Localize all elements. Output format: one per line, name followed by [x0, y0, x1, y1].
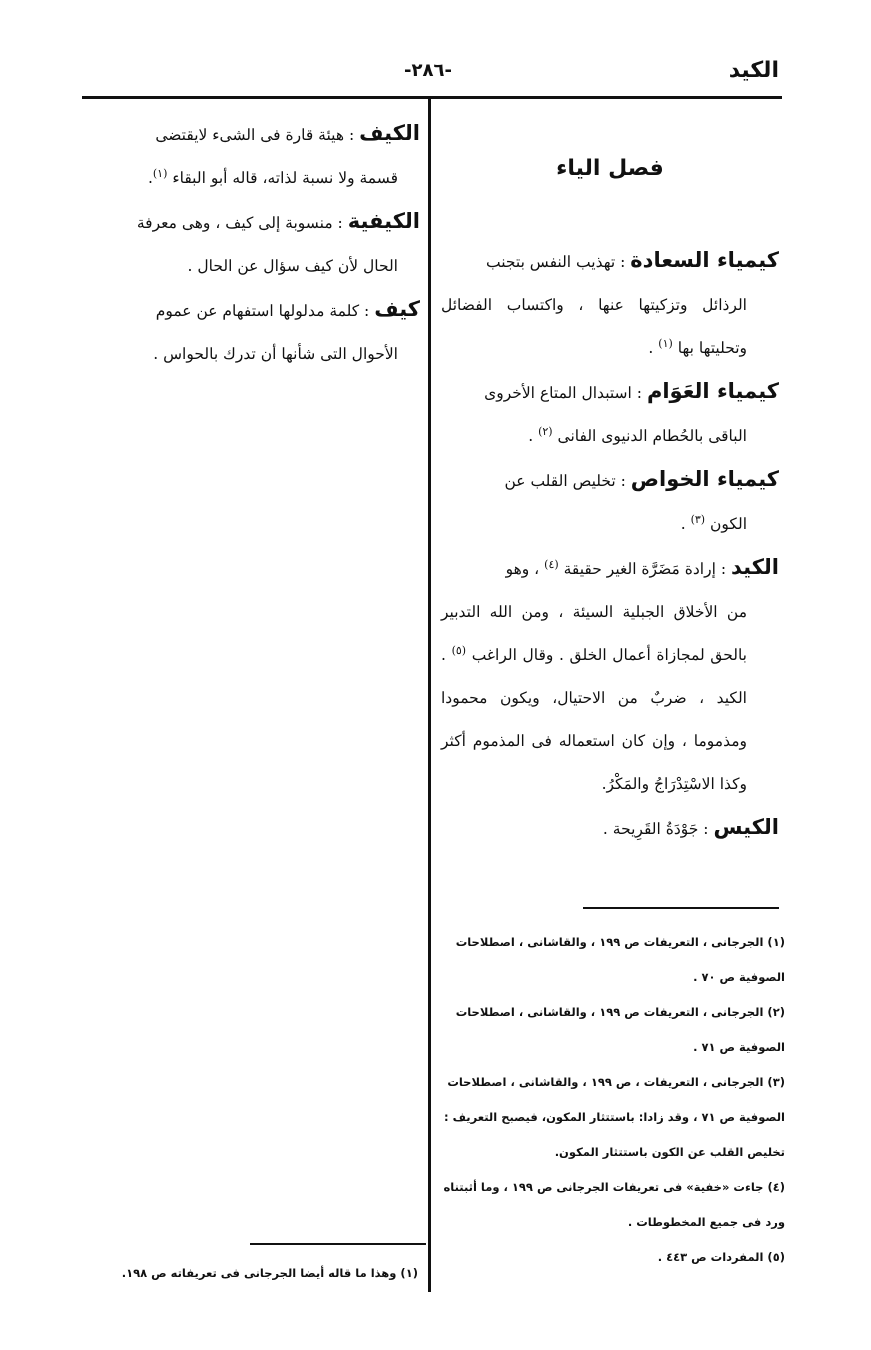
entry-definition: : كلمة مدلولها استفهام عن عموم	[155, 302, 370, 320]
footnote: (٥) المفردات ص ٤٤٣ .	[657, 1250, 785, 1264]
entry-al-kays	[441, 806, 779, 851]
entry-term: الكيس	[713, 815, 779, 839]
entry-definition: : جَوْدَةُ القَرِيحة .	[602, 820, 709, 838]
entry-kimiya-al-awam	[441, 370, 779, 458]
entry-term: كيف	[374, 297, 420, 321]
entry-kimiya-al-khawas	[441, 458, 779, 546]
footnote-rule	[250, 1243, 426, 1245]
entry-definition-rest: . الكيد ، ضربٌ من الاحتيال، ويكون محمودا ومذموما ، وإن كان استعماله فى المذموم أكثر وكذا الاسْتِدْرَاجُ والمَكْرُ.	[441, 646, 747, 793]
entry-continuation: الأحوال التى شأنها أن تدرك بالحواس .	[153, 345, 398, 363]
header-rule	[82, 96, 782, 99]
entry-continuation	[441, 503, 779, 546]
entry-continuation: الحال لأن كيف سؤال عن الحال .	[187, 257, 398, 275]
page-number: -٢٨٦-	[404, 60, 452, 81]
entry-al-kayfiyya	[80, 200, 420, 288]
footnote-ref: (١)	[152, 166, 168, 180]
entry-continuation	[441, 591, 779, 806]
footnote: (٢) الجرجانى ، التعريفات ص ١٩٩ ، والقاشانى ، اصطلاحات الصوفية ص ٧١ .	[455, 1005, 785, 1054]
entry-term: الكيد	[731, 555, 779, 579]
footnote-ref: (١)	[658, 336, 673, 350]
entry-definition-rest: من الأخلاق الجبلية السيئة ، ومن الله التدبير بالحق لمجازاة أعمال الخلق . وقال الراغب	[441, 603, 747, 664]
entry-end: .	[648, 339, 654, 357]
footnote: (١) وهذا ما قاله أيضا الجرجانى فى تعريفاته ص ١٩٨.	[121, 1266, 418, 1280]
footnote: (٤) جاءت «خفية» فى تعريفات الجرجانى ص ١٩٩ ، وما أثبتناه ورد فى جميع المخطوطات .	[443, 1180, 785, 1229]
footnote-rule	[583, 907, 779, 909]
entry-definition: : هيئة قارة فى الشىء لايقتضى	[155, 126, 355, 144]
entry-definition: : تهذيب النفس بتجنب	[485, 253, 626, 271]
entry-term: كيمياء السعادة	[630, 248, 779, 272]
entry-definition: ، وهو	[505, 560, 540, 578]
entry-al-kayf	[80, 112, 420, 200]
entry-definition-rest: قسمة ولا نسبة لذاته، قاله أبو البقاء	[172, 169, 398, 187]
section-title: فصل الياء	[556, 156, 664, 181]
entry-term: الكيفية	[347, 209, 420, 233]
footnote: (١) الجرجانى ، التعريفات ص ١٩٩ ، والقاشانى ، اصطلاحات الصوفية ص ٧٠ .	[455, 935, 785, 984]
entry-end: .	[528, 427, 534, 445]
running-head: الكيد	[728, 58, 779, 83]
entry-term: الكيف	[359, 121, 420, 145]
column-divider	[428, 96, 431, 1292]
entry-end: .	[680, 515, 686, 533]
entry-definition-rest: الرذائل وتزكيتها عنها ، واكتساب الفضائل وتحليتها بها	[441, 296, 747, 357]
footnote-ref: (٢)	[538, 424, 553, 438]
entry-definition: : تخليص القلب عن	[504, 472, 626, 490]
entry-definition: : منسوبة إلى كيف ، وهى معرفة	[136, 214, 343, 232]
entry-end: .	[147, 169, 153, 187]
footnotes-right	[435, 925, 785, 1275]
right-column	[441, 112, 779, 851]
entry-term: كيمياء العَوَام	[646, 379, 779, 403]
footnote-ref: (٣)	[690, 512, 706, 526]
entry-kimiya-al-saada	[441, 239, 779, 370]
entry-definition-rest: الباقى بالحُطام الدنيوى الفانى	[557, 427, 747, 445]
entry-al-kayd	[441, 546, 779, 806]
entry-continuation	[441, 415, 779, 458]
left-column	[80, 112, 420, 376]
entry-definition: : استبدال المتاع الأخروى	[484, 384, 642, 402]
footnote-ref: (٥)	[451, 643, 467, 657]
footnote-ref: (٤)	[544, 557, 559, 571]
entry-continuation	[80, 157, 420, 200]
entry-continuation	[441, 284, 779, 370]
entry-term: كيمياء الخواص	[630, 467, 779, 491]
entry-kayfa	[80, 288, 420, 376]
entry-definition-rest: الكون	[710, 515, 747, 533]
footnote: (٣) الجرجانى ، التعريفات ، ص ١٩٩ ، والقاشانى ، اصطلاحات الصوفية ص ٧١ ، وقد زادا: باستتثار المكون، فيصبح التعريف : تخليص القلب عن الكون باستتثار المكون.	[443, 1075, 785, 1159]
entry-definition: : إرادة مَضَرَّة الغير حقيقة	[563, 560, 727, 578]
